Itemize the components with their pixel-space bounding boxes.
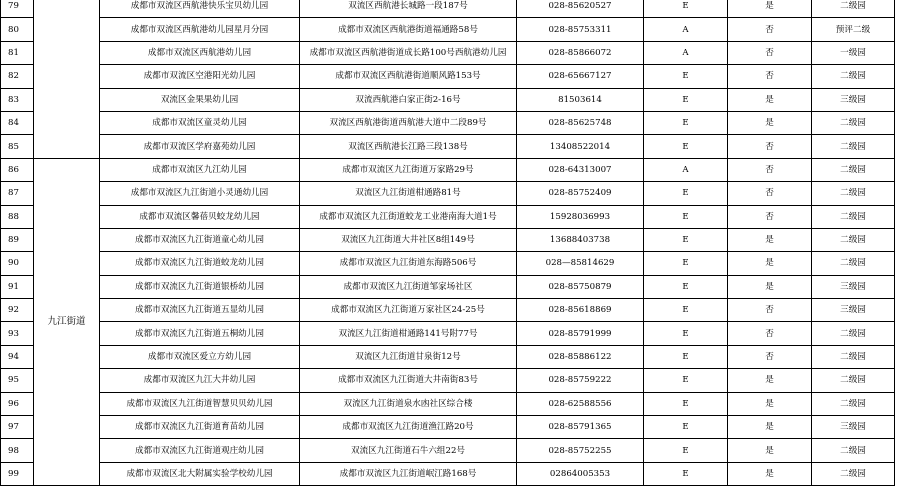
grade: 二级园 bbox=[812, 392, 895, 415]
address: 双流区九江街道柑通路81号 bbox=[300, 182, 517, 205]
table-row bbox=[1, 111, 895, 134]
grade: 二级园 bbox=[812, 252, 895, 275]
row-number: 82 bbox=[1, 65, 34, 88]
grade: 二级园 bbox=[812, 369, 895, 392]
address: 双流区西航港街道西航港大道中二段89号 bbox=[300, 111, 517, 134]
grade: 二级园 bbox=[812, 322, 895, 345]
table-row bbox=[1, 392, 895, 415]
table-row bbox=[1, 65, 895, 88]
address: 双流区九江街道甘泉街12号 bbox=[300, 345, 517, 368]
phone: 81503614 bbox=[517, 88, 644, 111]
flag: 否 bbox=[728, 299, 812, 322]
table-row bbox=[1, 299, 895, 322]
grade: 二级园 bbox=[812, 111, 895, 134]
table-row bbox=[1, 18, 895, 41]
phone: 028-85791365 bbox=[517, 416, 644, 439]
address: 成都市双流区西航港街道顺风路153号 bbox=[300, 65, 517, 88]
grade: 三级园 bbox=[812, 275, 895, 298]
kindergarten-name: 成都市双流区学府嘉苑幼儿园 bbox=[100, 135, 300, 158]
address: 双流区西航港长江路三段138号 bbox=[300, 135, 517, 158]
address: 成都市双流区九江街道万家路29号 bbox=[300, 158, 517, 181]
grade: 二级园 bbox=[812, 205, 895, 228]
table-row bbox=[1, 205, 895, 228]
flag: 否 bbox=[728, 345, 812, 368]
category: E bbox=[644, 392, 728, 415]
category: E bbox=[644, 345, 728, 368]
flag: 是 bbox=[728, 0, 812, 18]
table-row bbox=[1, 182, 895, 205]
category: E bbox=[644, 228, 728, 251]
flag: 否 bbox=[728, 135, 812, 158]
table-row bbox=[1, 462, 895, 485]
grade: 二级园 bbox=[812, 228, 895, 251]
address: 成都市双流区九江街道大井南街83号 bbox=[300, 369, 517, 392]
flag: 否 bbox=[728, 65, 812, 88]
kindergarten-name: 成都市双流区北大附属实验学校幼儿园 bbox=[100, 462, 300, 485]
row-number: 81 bbox=[1, 41, 34, 64]
row-number: 85 bbox=[1, 135, 34, 158]
address: 双流区九江街道泉水凼社区综合楼 bbox=[300, 392, 517, 415]
phone: 028-85759222 bbox=[517, 369, 644, 392]
phone: 028—85814629 bbox=[517, 252, 644, 275]
category: E bbox=[644, 88, 728, 111]
row-number: 96 bbox=[1, 392, 34, 415]
flag: 是 bbox=[728, 416, 812, 439]
table-row bbox=[1, 88, 895, 111]
kindergarten-name: 成都市双流区九江街道小灵通幼儿园 bbox=[100, 182, 300, 205]
kindergarten-name: 成都市双流区九江街道银桥幼儿园 bbox=[100, 275, 300, 298]
grade: 二级园 bbox=[812, 462, 895, 485]
address: 双流区九江街道石牛六组22号 bbox=[300, 439, 517, 462]
kindergarten-name: 成都市双流区九江街道智慧贝贝幼儿园 bbox=[100, 392, 300, 415]
kindergarten-name: 成都市双流区馨蓓贝蛟龙幼儿园 bbox=[100, 205, 300, 228]
flag: 是 bbox=[728, 88, 812, 111]
address: 成都市双流区西航港街道成长路100号西航港幼儿园 bbox=[300, 41, 517, 64]
flag: 是 bbox=[728, 252, 812, 275]
row-number: 89 bbox=[1, 228, 34, 251]
category: E bbox=[644, 275, 728, 298]
kindergarten-name: 成都市双流区九江街道蛟龙幼儿园 bbox=[100, 252, 300, 275]
kindergarten-name: 双流区金果果幼儿园 bbox=[100, 88, 300, 111]
phone: 028-85620527 bbox=[517, 0, 644, 18]
grade: 二级园 bbox=[812, 65, 895, 88]
kindergarten-name: 成都市双流区九江幼儿园 bbox=[100, 158, 300, 181]
phone: 028-85752255 bbox=[517, 439, 644, 462]
phone: 13688403738 bbox=[517, 228, 644, 251]
grade: 二级园 bbox=[812, 182, 895, 205]
address: 双流西航港白家正街2-16号 bbox=[300, 88, 517, 111]
grade: 二级园 bbox=[812, 0, 895, 18]
row-number: 79 bbox=[1, 0, 34, 18]
category: E bbox=[644, 205, 728, 228]
category: E bbox=[644, 369, 728, 392]
row-number: 94 bbox=[1, 345, 34, 368]
flag: 否 bbox=[728, 158, 812, 181]
kindergarten-name: 成都市双流区爱立方幼儿园 bbox=[100, 345, 300, 368]
grade: 三级园 bbox=[812, 88, 895, 111]
district-cell bbox=[34, 0, 100, 158]
category: E bbox=[644, 65, 728, 88]
table-row bbox=[1, 41, 895, 64]
row-number: 98 bbox=[1, 439, 34, 462]
grade: 三级园 bbox=[812, 416, 895, 439]
category: A bbox=[644, 158, 728, 181]
kindergarten-name: 成都市双流区九江街道童心幼儿园 bbox=[100, 228, 300, 251]
address: 成都市双流区九江街道邹家场社区 bbox=[300, 275, 517, 298]
flag: 是 bbox=[728, 228, 812, 251]
table-row bbox=[1, 275, 895, 298]
table-row bbox=[1, 0, 895, 18]
table-row bbox=[1, 369, 895, 392]
table-row bbox=[1, 135, 895, 158]
flag: 是 bbox=[728, 369, 812, 392]
grade: 三级园 bbox=[812, 299, 895, 322]
row-number: 80 bbox=[1, 18, 34, 41]
address: 成都市双流区九江街道岷江路168号 bbox=[300, 462, 517, 485]
grade: 二级园 bbox=[812, 439, 895, 462]
row-number: 93 bbox=[1, 322, 34, 345]
kindergarten-name: 成都市双流区九江大井幼儿园 bbox=[100, 369, 300, 392]
phone: 028-62588556 bbox=[517, 392, 644, 415]
flag: 是 bbox=[728, 275, 812, 298]
phone: 028-85753311 bbox=[517, 18, 644, 41]
flag: 否 bbox=[728, 205, 812, 228]
address: 双流区九江街道大井社区8组149号 bbox=[300, 228, 517, 251]
kindergarten-name: 成都市双流区九江街道育苗幼儿园 bbox=[100, 416, 300, 439]
table-row bbox=[1, 158, 895, 181]
grade: 二级园 bbox=[812, 135, 895, 158]
flag: 否 bbox=[728, 18, 812, 41]
phone: 028-85750879 bbox=[517, 275, 644, 298]
phone: 028-85886122 bbox=[517, 345, 644, 368]
phone: 028-85625748 bbox=[517, 111, 644, 134]
phone: 028-65667127 bbox=[517, 65, 644, 88]
kindergarten-name: 成都市双流区九江街道五桐幼儿园 bbox=[100, 322, 300, 345]
phone: 15928036993 bbox=[517, 205, 644, 228]
table-row bbox=[1, 416, 895, 439]
table-row bbox=[1, 439, 895, 462]
row-number: 84 bbox=[1, 111, 34, 134]
row-number: 99 bbox=[1, 462, 34, 485]
grade: 一级园 bbox=[812, 41, 895, 64]
category: E bbox=[644, 322, 728, 345]
flag: 是 bbox=[728, 111, 812, 134]
row-number: 87 bbox=[1, 182, 34, 205]
category: A bbox=[644, 41, 728, 64]
category: E bbox=[644, 416, 728, 439]
category: E bbox=[644, 182, 728, 205]
flag: 是 bbox=[728, 439, 812, 462]
address: 成都市双流区九江街道万家社区24-25号 bbox=[300, 299, 517, 322]
phone: 028-64313007 bbox=[517, 158, 644, 181]
category: E bbox=[644, 0, 728, 18]
phone: 13408522014 bbox=[517, 135, 644, 158]
row-number: 88 bbox=[1, 205, 34, 228]
phone: 028-85866072 bbox=[517, 41, 644, 64]
table-row bbox=[1, 252, 895, 275]
phone: 028-85752409 bbox=[517, 182, 644, 205]
phone: 028-85791999 bbox=[517, 322, 644, 345]
address: 双流区九江街道柑通路141号附77号 bbox=[300, 322, 517, 345]
category: E bbox=[644, 111, 728, 134]
kindergarten-name: 成都市双流区西航港幼儿园 bbox=[100, 41, 300, 64]
kindergarten-name: 成都市双流区西航港快乐宝贝幼儿园 bbox=[100, 0, 300, 18]
phone: 02864005353 bbox=[517, 462, 644, 485]
row-number: 91 bbox=[1, 275, 34, 298]
phone: 028-85618869 bbox=[517, 299, 644, 322]
flag: 否 bbox=[728, 322, 812, 345]
kindergarten-name: 成都市双流区西航港幼儿园星月分园 bbox=[100, 18, 300, 41]
kindergarten-name: 成都市双流区九江街道观庄幼儿园 bbox=[100, 439, 300, 462]
table-row bbox=[1, 322, 895, 345]
grade: 预评二级 bbox=[812, 18, 895, 41]
address: 成都市双流区九江街道蛟龙工业港南海大道1号 bbox=[300, 205, 517, 228]
flag: 是 bbox=[728, 392, 812, 415]
row-number: 95 bbox=[1, 369, 34, 392]
category: E bbox=[644, 462, 728, 485]
kindergarten-name: 成都市双流区童灵幼儿园 bbox=[100, 111, 300, 134]
flag: 否 bbox=[728, 182, 812, 205]
district-cell-jiujiang: 九江街道 bbox=[34, 158, 100, 485]
address: 成都市双流区西航港街道福通路58号 bbox=[300, 18, 517, 41]
table-body bbox=[1, 0, 895, 486]
kindergarten-name: 成都市双流区九江街道五显幼儿园 bbox=[100, 299, 300, 322]
category: E bbox=[644, 299, 728, 322]
address: 成都市双流区九江街道东海路506号 bbox=[300, 252, 517, 275]
flag: 否 bbox=[728, 41, 812, 64]
address: 成都市双流区九江街道渔江路20号 bbox=[300, 416, 517, 439]
table-row bbox=[1, 345, 895, 368]
table-row bbox=[1, 228, 895, 251]
flag: 是 bbox=[728, 462, 812, 485]
grade: 二级园 bbox=[812, 345, 895, 368]
category: A bbox=[644, 18, 728, 41]
category: E bbox=[644, 439, 728, 462]
address: 双流区西航港长城路一段187号 bbox=[300, 0, 517, 18]
row-number: 86 bbox=[1, 158, 34, 181]
category: E bbox=[644, 135, 728, 158]
row-number: 97 bbox=[1, 416, 34, 439]
row-number: 92 bbox=[1, 299, 34, 322]
grade: 二级园 bbox=[812, 158, 895, 181]
kindergarten-name: 成都市双流区空港阳光幼儿园 bbox=[100, 65, 300, 88]
row-number: 83 bbox=[1, 88, 34, 111]
row-number: 90 bbox=[1, 252, 34, 275]
category: E bbox=[644, 252, 728, 275]
